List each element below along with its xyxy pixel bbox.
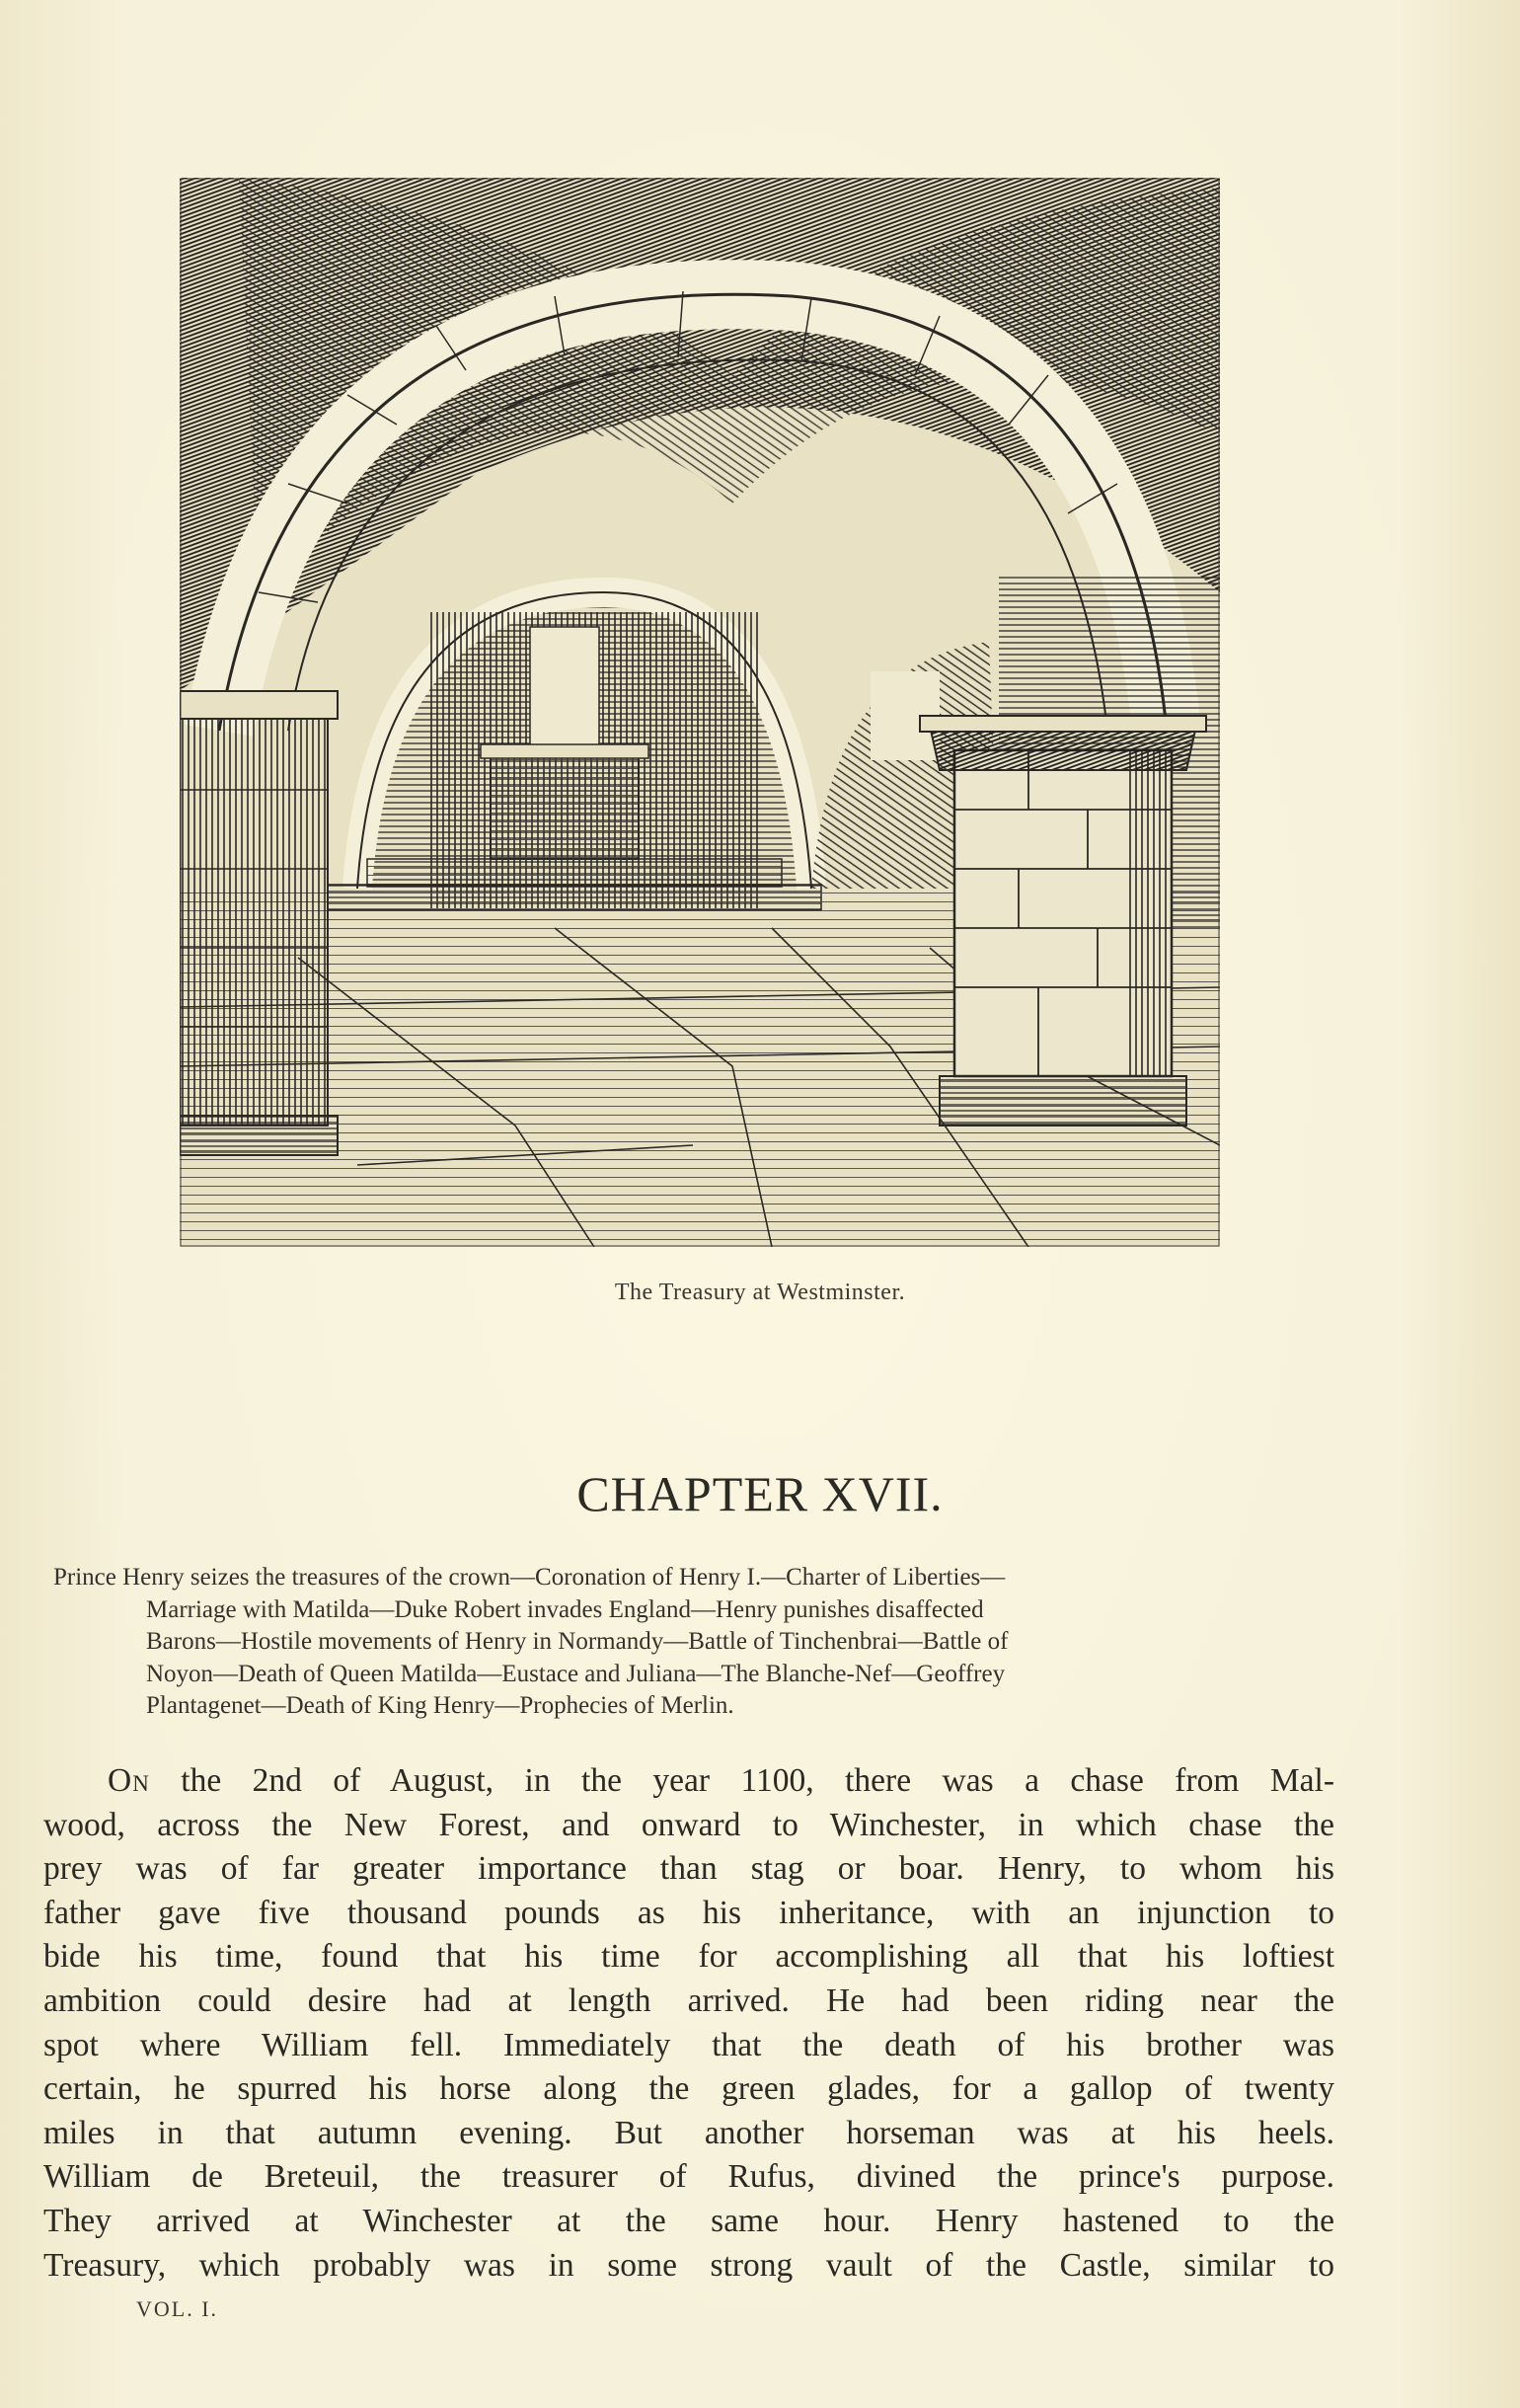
body-line: prey was of far greater importance than stag or boar. Henry, to whom his bbox=[43, 1850, 1334, 1888]
chapter-body bbox=[43, 1759, 1334, 2288]
drop-word: On bbox=[108, 1762, 150, 1799]
summary-line: Plantagenet—Death of King Henry—Prophecies of Merlin. bbox=[146, 1692, 734, 1719]
body-line: Treasury, which probably was in some strong vault of the Castle, similar to bbox=[43, 2246, 1334, 2284]
body-line-text: the 2nd of August, in the year 1100, there was a chase from Mal- bbox=[149, 1762, 1334, 1799]
body-line: wood, across the New Forest, and onward to Winchester, in which chase the bbox=[43, 1806, 1334, 1843]
body-line: certain, he spurred his horse along the green glades, for a gallop of twenty bbox=[43, 2070, 1334, 2108]
treasury-engraving bbox=[180, 178, 1220, 1247]
body-line bbox=[43, 1759, 1334, 1804]
summary-line: Marriage with Matilda—Duke Robert invades England—Henry punishes disaffected bbox=[146, 1595, 984, 1623]
body-line: miles in that autumn evening. But another horseman was at his heels. bbox=[43, 2114, 1334, 2151]
body-line: They arrived at Winchester at the same hour. Henry hastened to the bbox=[43, 2202, 1334, 2239]
summary-line: Prince Henry seizes the treasures of the crown—Coronation of Henry I.—Charter of Liberties— bbox=[53, 1564, 1006, 1591]
body-line: father gave five thousand pounds as his inheritance, with an injunction to bbox=[43, 1894, 1334, 1931]
summary-line: Barons—Hostile movements of Henry in Normandy—Battle of Tinchenbrai—Battle of bbox=[146, 1628, 1009, 1655]
body-line: spot where William fell. Immediately that the death of his brother was bbox=[43, 2026, 1334, 2063]
chapter-heading: CHAPTER XVII. bbox=[576, 1466, 944, 1521]
chapter-summary bbox=[53, 1562, 1334, 1723]
summary-line: Noyon—Death of Queen Matilda—Eustace and Juliana—The Blanche-Nef—Geoffrey bbox=[146, 1660, 1006, 1687]
signature-mark: VOL. I. bbox=[136, 2296, 219, 2321]
crypt-illustration-icon bbox=[180, 178, 1220, 1247]
body-line: William de Breteuil, the treasurer of Rufus, divined the prince's purpose. bbox=[43, 2158, 1334, 2196]
illustration-caption: The Treasury at Westminster. bbox=[614, 1280, 906, 1305]
body-line: ambition could desire had at length arrived. He had been riding near the bbox=[43, 1981, 1334, 2019]
body-line: bide his time, found that his time for accomplishing all that his loftiest bbox=[43, 1938, 1334, 1976]
